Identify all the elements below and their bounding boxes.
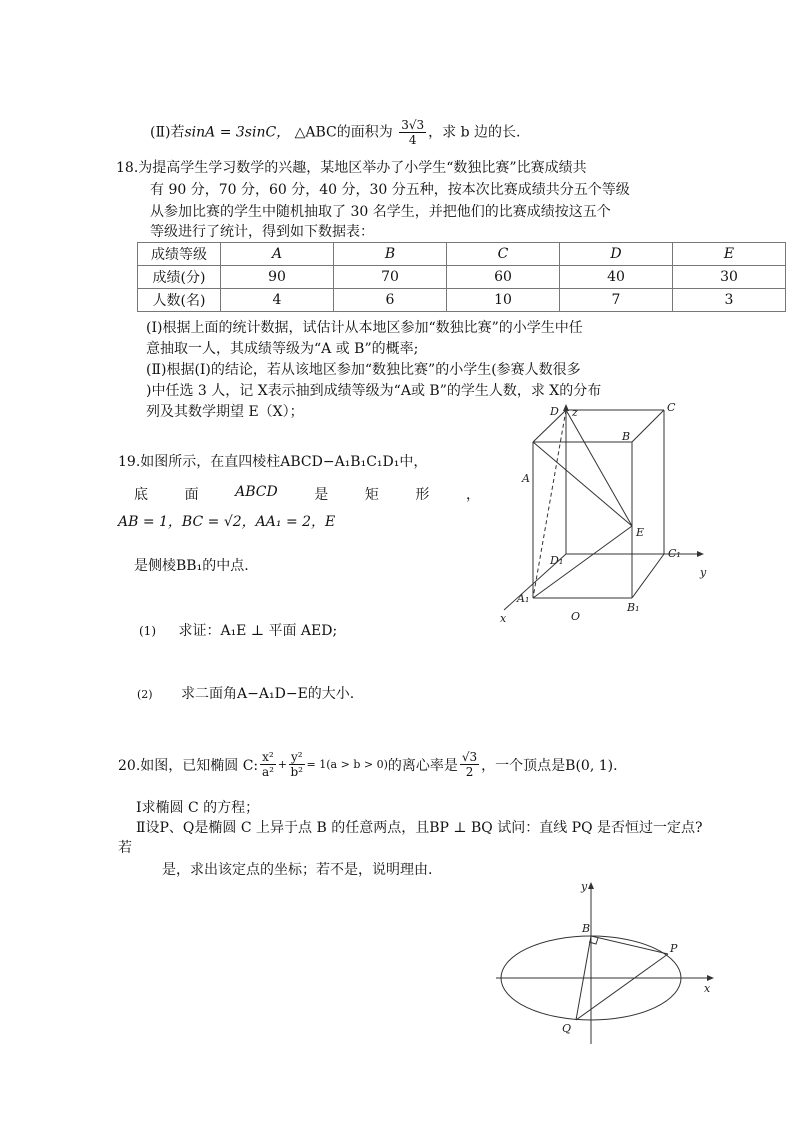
p19-q2-text: 求二面角A−A₁D−E的大小. (181, 686, 355, 702)
p18-q2-line1: (Ⅱ)根据(Ⅰ)的结论，若从该地区参加“数独比赛”的小学生(参赛人数很多 (146, 362, 581, 378)
p19-q1-text: 求证：A₁E ⊥ 平面 AED; (178, 623, 338, 639)
table-cell: E (673, 243, 786, 266)
table-cell: 6 (334, 289, 447, 312)
p19-word: 底 (134, 487, 148, 503)
p19-q2-number: (2) (137, 688, 153, 701)
label-Q: Q (562, 1022, 572, 1035)
p17-prefix: (Ⅱ)若 (150, 124, 185, 141)
table-cell: 30 (673, 266, 786, 289)
p18-q1-line1: (Ⅰ)根据上面的统计数据，试估计从本地区参加“数独比赛”的小学生中任 (146, 320, 583, 336)
table-cell: A (221, 243, 334, 266)
label-x: x (704, 982, 711, 995)
p18-q2-line2: )中任选 3 人，记 X表示抽到成绩等级为“A或 B”的学生人数，求 X的分布 (146, 383, 602, 399)
p19-word: ， (465, 487, 480, 503)
p19-line4: 是侧棱BB₁的中点. (134, 558, 249, 574)
p20-q2-line3: 是，求出该定点的坐标；若不是，说明理由. (162, 862, 433, 878)
p20-line1 (118, 750, 618, 779)
label-C1: C₁ (668, 547, 681, 560)
area-fraction-numerator: 3√3 (401, 118, 425, 132)
p20-prefix: 20.如图，已知椭圆 C: (118, 757, 259, 774)
label-P: P (670, 942, 678, 955)
p19-q1-number: (1) (139, 624, 156, 638)
p19-q2 (137, 683, 354, 703)
segment-BP (591, 936, 668, 954)
label-x: x (500, 612, 507, 625)
table-cell: B (334, 243, 447, 266)
label-z: z (572, 406, 578, 419)
label-B: B (582, 922, 591, 935)
label-C: C (667, 401, 676, 414)
table-cell: 人数(名) (138, 289, 221, 312)
label-y: y (581, 880, 588, 893)
table-cell: 3 (673, 289, 786, 312)
label-A: A (522, 472, 530, 485)
p19-word: 是 (314, 487, 329, 503)
table-cell: 70 (334, 266, 447, 289)
p20-mid: 的离心率是 (387, 757, 458, 774)
label-B: B (622, 430, 631, 443)
label-B1: B₁ (627, 601, 640, 614)
label-D: D (550, 405, 559, 418)
p20-q2-line1: Ⅱ设P、Q是椭圆 C 上异于点 B 的任意两点，且BP ⊥ BQ 试问：直线 PQ 是否恒过一定点? (136, 820, 703, 836)
ellipse-figure (490, 878, 730, 1048)
p19-word: 面 (184, 487, 199, 503)
area-fraction (399, 118, 426, 147)
area-fraction-denominator: 4 (408, 133, 417, 147)
p18-line3: 从参加比赛的学生中随机抽取了 30 名学生，并把他们的比赛成绩按这五个 (150, 204, 611, 220)
label-E: E (636, 526, 645, 539)
segment-PQ (576, 954, 668, 1020)
table-cell: 90 (221, 266, 334, 289)
p19-word: 形 (415, 487, 430, 503)
table-cell: 60 (447, 266, 560, 289)
p18-line4: 等级进行了统计，得到如下数据表： (150, 224, 374, 240)
table-cell: D (560, 243, 673, 266)
p17-equation: sinA = 3sinC， (184, 124, 291, 141)
p18-q1-line2: 意抽取一人，其成绩等级为“A 或 B”的概率; (146, 341, 419, 357)
table-cell: 成绩(分) (138, 266, 221, 289)
score-table (137, 242, 786, 312)
label-A1: A₁ (517, 592, 530, 605)
table-cell: 10 (447, 289, 560, 312)
prism-figure (492, 398, 722, 630)
label-D1: D₁ (550, 554, 564, 567)
p19-line3: AB = 1，BC = √2，AA₁ = 2，E (118, 514, 336, 530)
p19-line2 (134, 484, 480, 504)
p19-word: 矩 (364, 487, 379, 503)
table-cell: 7 (560, 289, 673, 312)
table-row (138, 243, 786, 266)
p19-word: ABCD (235, 484, 278, 500)
table-cell: 4 (221, 289, 334, 312)
p17-suffix: ，求 b 边的长. (428, 124, 521, 141)
eccentricity-fraction: $\frac{√3}{2}$ (461, 750, 478, 779)
p18-line2: 有 90 分，70 分，60 分，40 分，30 分五种，按本次比赛成绩共分五个等级 (150, 182, 630, 198)
p18-q2-line3: 列及其数学期望 E（X）； (146, 404, 304, 420)
table-row (138, 266, 786, 289)
table-cell: 成绩等级 (138, 243, 221, 266)
p19-q1 (139, 620, 337, 640)
p19-line1: 19.如图所示，在直四棱柱ABCD−A₁B₁C₁D₁中， (118, 454, 428, 470)
p20-q1: Ⅰ求椭圆 C 的方程； (136, 800, 260, 816)
table-cell: C (447, 243, 560, 266)
p18-line1: 18.为提高学生学习数学的兴趣，某地区举办了小学生“数独比赛”比赛成绩共 (116, 160, 587, 176)
table-row (138, 289, 786, 312)
label-O: O (571, 610, 581, 623)
problem-17-part2 (150, 118, 520, 147)
p20-q2-line2: 若 (118, 840, 132, 856)
label-y: y (700, 566, 707, 579)
p20-suffix: ，一个顶点是B(0, 1). (481, 757, 618, 774)
p17-triangle: △ABC的面积为 (294, 124, 393, 141)
ellipse-equation: $\frac{\text{x²}}{\text{a²}}$ + $\frac{\text{y²}}{\text{b²}}$ = 1(a > b > 0) (261, 750, 388, 779)
table-cell: 40 (560, 266, 673, 289)
